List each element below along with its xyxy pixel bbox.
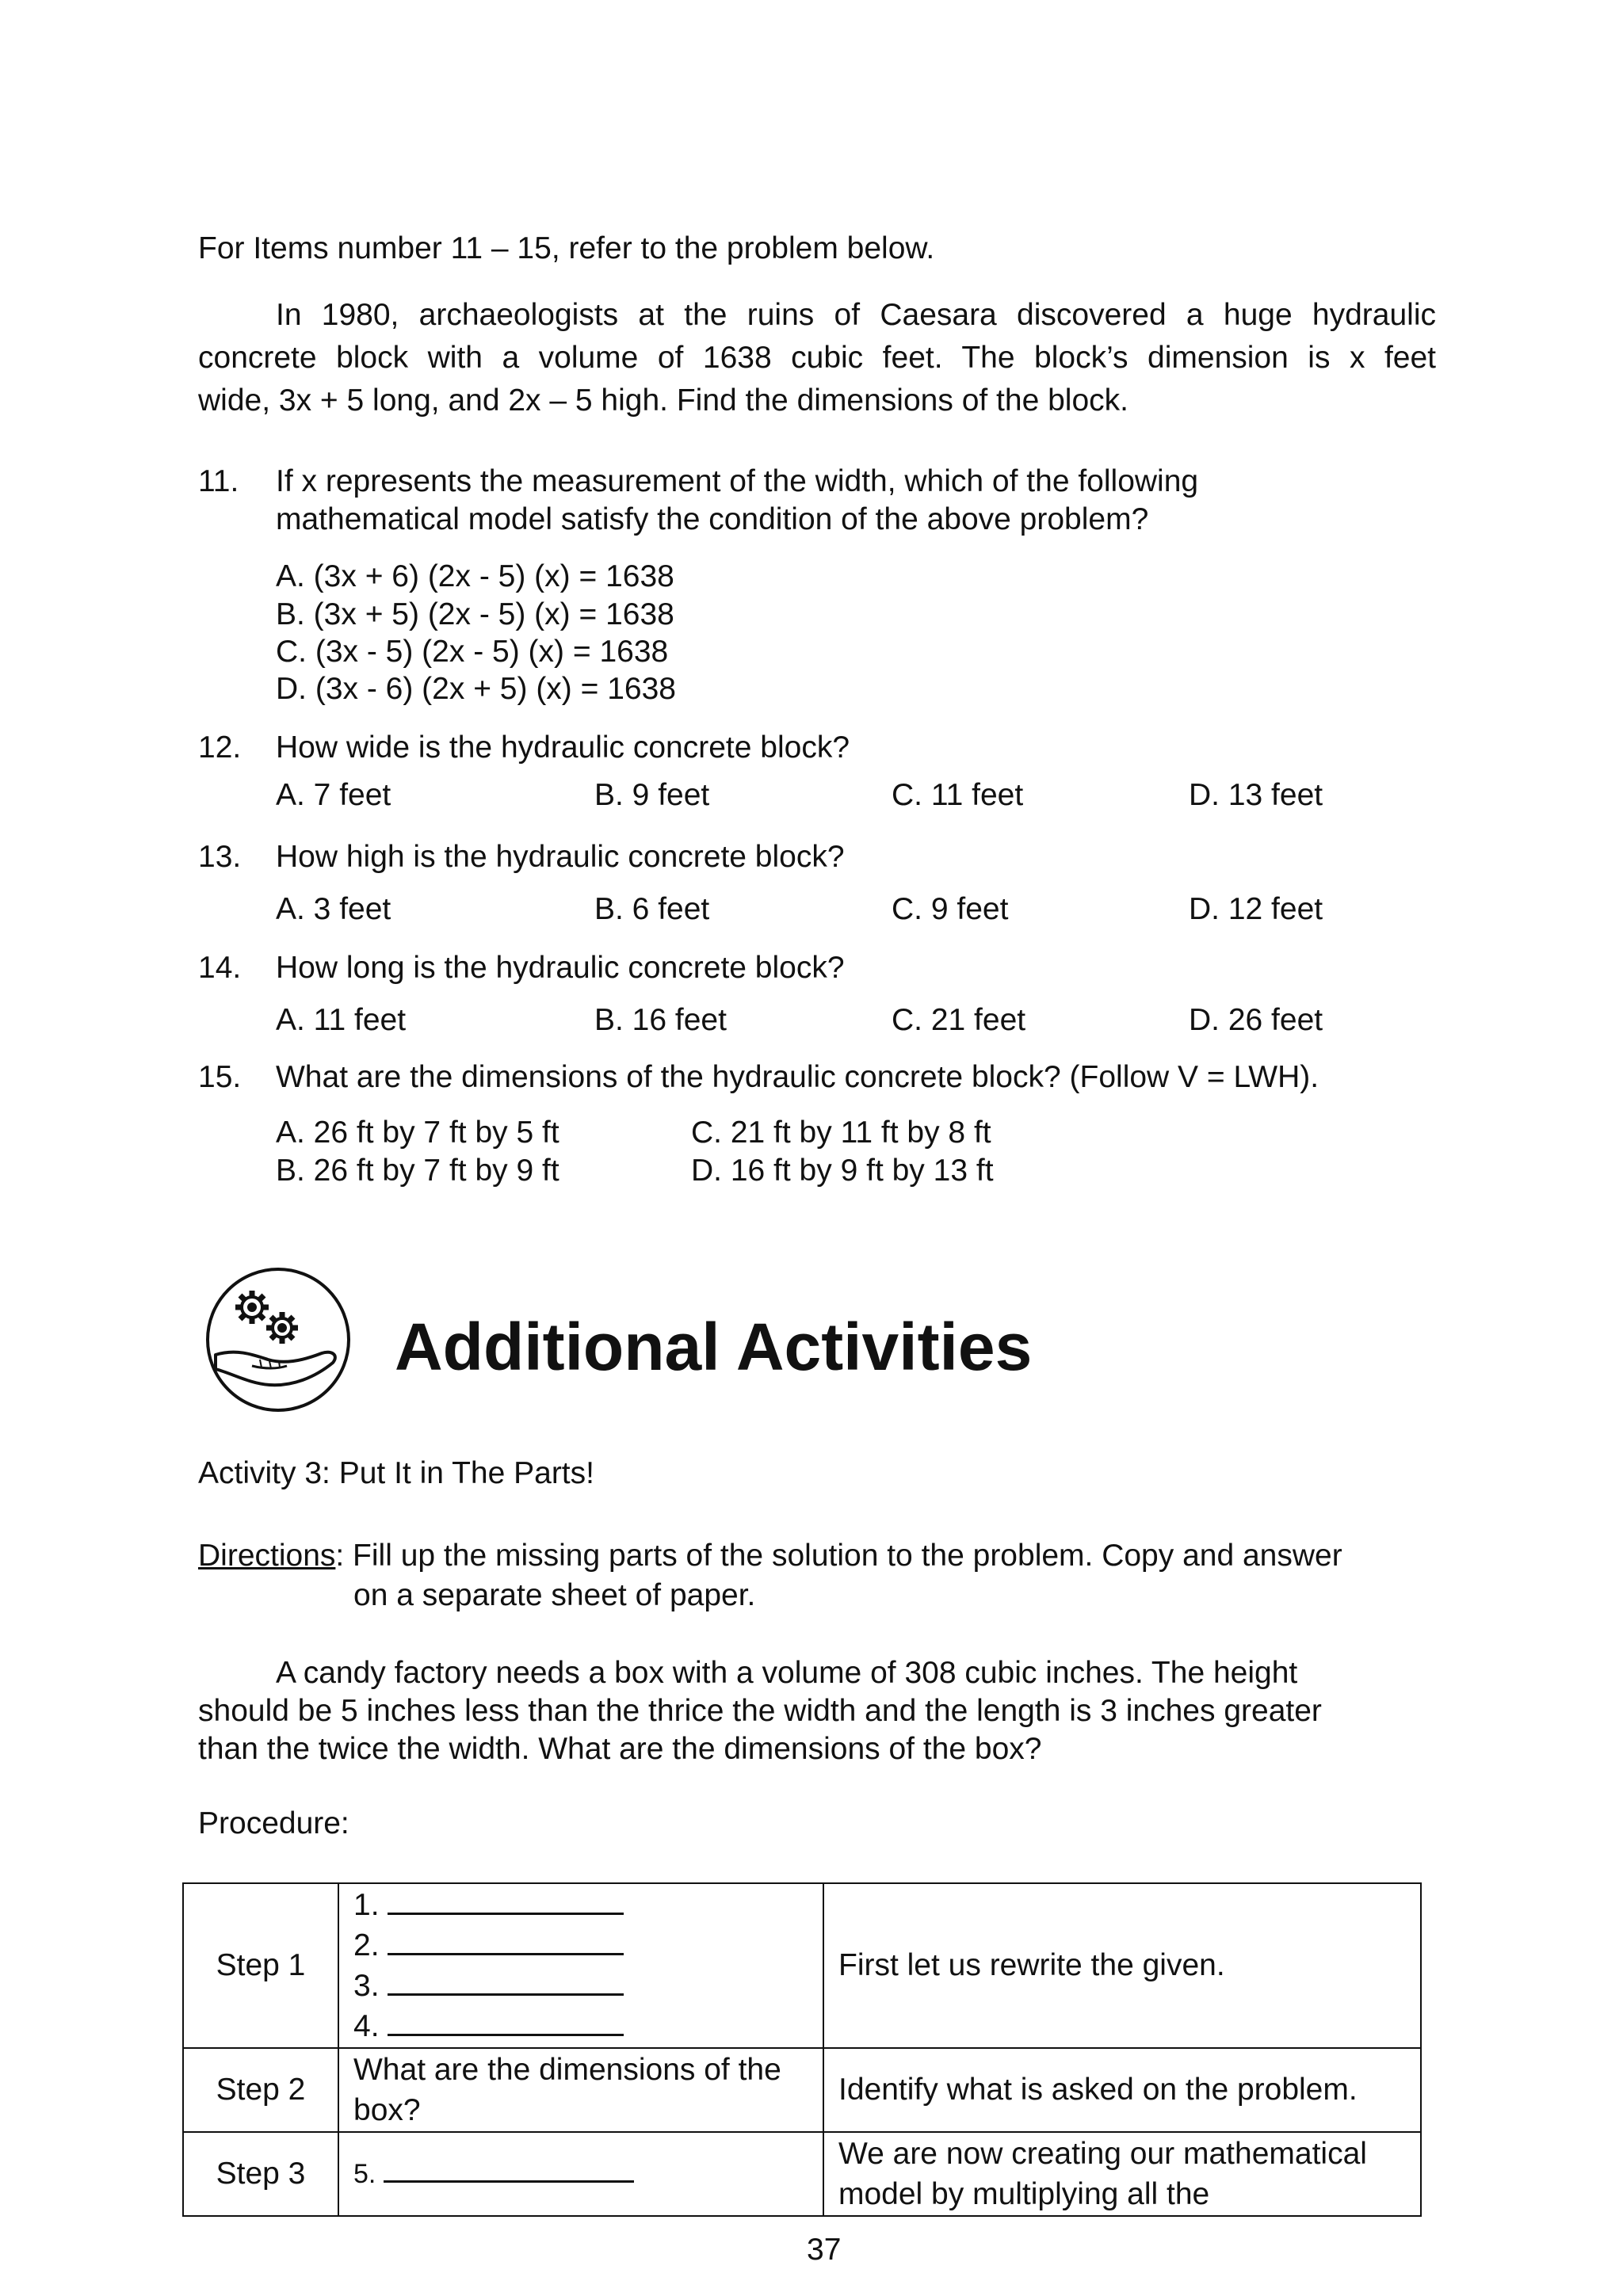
blank-5-input[interactable] (384, 2153, 634, 2183)
q12-option-d[interactable]: D. 13 feet (1189, 778, 1323, 812)
question-15-number: 15. (198, 1060, 242, 1094)
step-3-label: Step 3 (183, 2132, 338, 2216)
question-13-number: 13. (198, 840, 242, 874)
q11-option-d[interactable]: D. (3x - 6) (2x + 5) (x) = 1638 (276, 672, 677, 706)
blank-1-input[interactable] (388, 1886, 624, 1915)
question-15-text: What are the dimensions of the hydraulic concrete block? (Follow V = LWH). (276, 1060, 1319, 1094)
table-row-step-1 (183, 1883, 1421, 2048)
table-row-step-3 (183, 2132, 1421, 2216)
q15-option-d[interactable]: D. 16 ft by 9 ft by 13 ft (691, 1154, 994, 1188)
step-2-label: Step 2 (183, 2048, 338, 2132)
problem-line-3: wide, 3x + 5 long, and 2x – 5 high. Find the dimensions of the block. (198, 383, 1128, 418)
q14-option-d[interactable]: D. 26 feet (1189, 1003, 1323, 1037)
section-title: Additional Activities (395, 1310, 1033, 1384)
blank-5-number: 5. (353, 2159, 376, 2189)
procedure-label: Procedure: (198, 1806, 349, 1840)
question-13-text: How high is the hydraulic concrete block? (276, 840, 845, 874)
blank-3-number: 3. (353, 1969, 380, 2003)
question-12-number: 12. (198, 730, 242, 765)
blank-3-input[interactable] (388, 1966, 624, 1996)
q13-option-a[interactable]: A. 3 feet (276, 892, 391, 926)
q12-option-a[interactable]: A. 7 feet (276, 778, 391, 812)
directions (198, 1537, 1342, 1575)
directions-label: Directions (198, 1539, 336, 1573)
q15-option-a[interactable]: A. 26 ft by 7 ft by 5 ft (276, 1116, 559, 1150)
q12-option-b[interactable]: B. 9 feet (594, 778, 710, 812)
question-14-text: How long is the hydraulic concrete block? (276, 951, 845, 985)
question-11-line-1: If x represents the measurement of the width, which of the following (276, 464, 1199, 498)
q13-option-d[interactable]: D. 12 feet (1189, 892, 1323, 926)
activity-problem-line-2: should be 5 inches less than the thrice the width and the length is 3 inches greater (198, 1694, 1322, 1728)
q11-option-b[interactable]: B. (3x + 5) (2x - 5) (x) = 1638 (276, 597, 674, 631)
activity-problem-line-1: A candy factory needs a box with a volume of 308 cubic inches. The height (276, 1656, 1298, 1690)
step-3-description (823, 2132, 1421, 2216)
question-14-number: 14. (198, 951, 242, 985)
q12-option-c[interactable]: C. 11 feet (892, 778, 1024, 812)
step-1-blanks (338, 1883, 823, 2048)
q15-option-c[interactable]: C. 21 ft by 11 ft by 8 ft (691, 1116, 991, 1150)
step-2-description: Identify what is asked on the problem. (823, 2048, 1421, 2132)
step-1-description: First let us rewrite the given. (823, 1883, 1421, 2048)
blank-4-number: 4. (353, 2009, 380, 2043)
q13-option-b[interactable]: B. 6 feet (594, 892, 710, 926)
table-row-step-2 (183, 2048, 1421, 2132)
step-3-description-line-1: We are now creating our mathematical (838, 2137, 1367, 2171)
procedure-table (182, 1882, 1422, 2217)
question-12-text: How wide is the hydraulic concrete block? (276, 730, 850, 765)
question-11-line-2: mathematical model satisfy the condition of the above problem? (276, 502, 1149, 536)
gears-in-hand-icon (204, 1266, 352, 1413)
step-3-description-line-2: model by multiplying all the (838, 2177, 1210, 2211)
q14-option-b[interactable]: B. 16 feet (594, 1003, 727, 1037)
directions-text: : Fill up the missing parts of the solution to the problem. Copy and answer (335, 1539, 1342, 1573)
step-1-label: Step 1 (183, 1883, 338, 2048)
q15-option-b[interactable]: B. 26 ft by 7 ft by 9 ft (276, 1154, 559, 1188)
q13-option-c[interactable]: C. 9 feet (892, 892, 1009, 926)
activity-title: Activity 3: Put It in The Parts! (198, 1456, 594, 1490)
step-3-content (338, 2132, 823, 2216)
blank-2-number: 2. (353, 1928, 380, 1962)
step-2-content (338, 2048, 823, 2132)
q14-option-a[interactable]: A. 11 feet (276, 1003, 407, 1037)
q11-option-c[interactable]: C. (3x - 5) (2x - 5) (x) = 1638 (276, 635, 669, 669)
step-2-content-line-2: box? (353, 2093, 421, 2127)
activity-problem-line-3: than the twice the width. What are the dimensions of the box? (198, 1732, 1042, 1766)
page-number: 37 (807, 2233, 842, 2267)
problem-line-1: In 1980, archaeologists at the ruins of Caesara discovered a huge hydraulic (276, 298, 1436, 332)
blank-4-input[interactable] (388, 2007, 624, 2036)
blank-2-input[interactable] (388, 1926, 624, 1955)
q14-option-c[interactable]: C. 21 feet (892, 1003, 1026, 1037)
blank-1-number: 1. (353, 1888, 380, 1922)
step-2-content-line-1: What are the dimensions of the (353, 2053, 781, 2087)
directions-line-2: on a separate sheet of paper. (353, 1578, 756, 1612)
question-11-number: 11. (198, 464, 239, 498)
problem-line-2: concrete block with a volume of 1638 cubic feet. The block’s dimension is x feet (198, 341, 1436, 375)
items-intro: For Items number 11 – 15, refer to the problem below. (198, 231, 935, 265)
q11-option-a[interactable]: A. (3x + 6) (2x - 5) (x) = 1638 (276, 559, 674, 593)
